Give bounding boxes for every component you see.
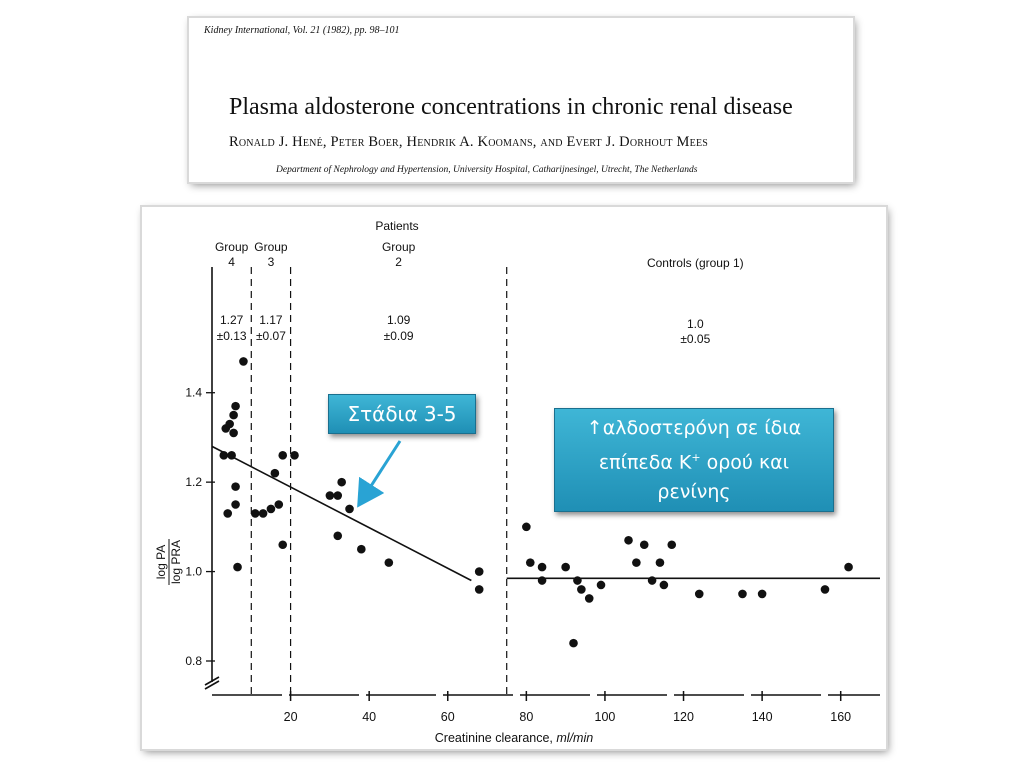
data-point xyxy=(695,590,704,599)
data-point xyxy=(267,505,276,514)
aldosterone-callout-line-2: επίπεδα Κ+ ορού και xyxy=(598,450,790,474)
svg-text:log PRA: log PRA xyxy=(169,539,183,585)
data-point xyxy=(577,585,586,594)
group-sd: ±0.09 xyxy=(383,329,414,343)
data-point xyxy=(223,509,232,518)
data-point xyxy=(227,451,236,460)
data-point xyxy=(229,411,238,420)
data-point xyxy=(333,532,342,541)
data-point xyxy=(239,357,248,366)
data-point xyxy=(667,540,676,549)
data-point xyxy=(385,558,394,567)
patients-label: Patients xyxy=(375,219,419,233)
group-number: 4 xyxy=(228,255,235,269)
data-point xyxy=(585,594,594,603)
x-tick-label: 120 xyxy=(673,710,694,724)
data-point xyxy=(844,563,853,572)
axis-break-mark xyxy=(205,681,219,689)
data-point xyxy=(738,590,747,599)
group-sd: ±0.13 xyxy=(216,329,247,343)
data-point xyxy=(656,558,665,567)
group-name: Controls (group 1) xyxy=(646,256,744,270)
data-point xyxy=(337,478,346,487)
aldosterone-callout-line-1: ↑αλδοστερόνη σε ίδια xyxy=(586,416,802,439)
data-point xyxy=(345,505,354,514)
paper-authors: Ronald J. Hené, Peter Boer, Hendrik A. Koomans, and Evert J. Dorhout Mees xyxy=(229,134,709,150)
aldosterone-callout xyxy=(554,408,834,512)
data-point xyxy=(648,576,657,585)
data-point xyxy=(251,509,260,518)
group-mean: 1.17 xyxy=(259,313,283,327)
data-point xyxy=(538,576,547,585)
data-point xyxy=(640,540,649,549)
group-name: Group xyxy=(254,240,288,254)
data-point xyxy=(632,558,641,567)
paper-title: Plasma aldosterone concentrations in chronic renal disease xyxy=(229,94,793,120)
group-name: Group xyxy=(381,240,416,254)
y-tick-label: 0.8 xyxy=(185,654,202,668)
data-point xyxy=(475,585,484,594)
data-point xyxy=(231,482,240,491)
group-mean: 1.09 xyxy=(386,313,411,327)
data-point xyxy=(229,429,238,438)
data-point xyxy=(538,563,547,572)
x-tick-label: 80 xyxy=(519,710,534,724)
group-mean: 1.0 xyxy=(686,317,704,331)
y-tick-label: 1.2 xyxy=(185,475,202,490)
data-point xyxy=(259,509,268,518)
data-point xyxy=(231,402,240,411)
data-point xyxy=(225,420,234,429)
group-mean: 1.27 xyxy=(219,313,244,327)
data-point xyxy=(233,563,242,572)
journal-citation: Kidney International, Vol. 21 (1982), pp. 98–101 xyxy=(204,25,400,36)
stages-callout: Στάδια 3-5 xyxy=(328,394,476,434)
data-point xyxy=(821,585,830,594)
data-point xyxy=(526,558,535,567)
data-point xyxy=(357,545,366,554)
data-point xyxy=(278,451,287,460)
group-name: Group xyxy=(214,240,249,254)
x-tick-label: 140 xyxy=(751,710,773,724)
y-tick-label: 1.0 xyxy=(185,564,202,579)
group-labels xyxy=(215,240,744,346)
group-sd: ±0.07 xyxy=(255,329,286,343)
y-tick-label: 1.4 xyxy=(185,385,202,400)
paper-header xyxy=(189,18,853,182)
data-point xyxy=(278,540,287,549)
data-point xyxy=(219,451,228,460)
x-tick-label: 40 xyxy=(362,710,377,724)
paper-affiliation: Department of Nephrology and Hypertension, University Hospital, Catharijnesingel, Utrecht, The Netherlands xyxy=(276,165,698,175)
x-tick-label: 100 xyxy=(594,710,616,724)
data-point xyxy=(758,590,767,599)
data-point xyxy=(569,639,578,648)
data-point xyxy=(271,469,280,478)
data-point xyxy=(275,500,284,509)
data-point xyxy=(573,576,582,585)
data-point xyxy=(326,491,335,500)
x-tick-label: 60 xyxy=(440,710,455,724)
group-sd: ±0.05 xyxy=(680,332,711,346)
data-point xyxy=(561,563,570,572)
group-number: 3 xyxy=(267,255,275,269)
x-axis-label: Creatinine clearance, ml/min xyxy=(434,731,594,745)
data-point xyxy=(290,451,299,460)
svg-text:log PA: log PA xyxy=(154,544,168,580)
data-point xyxy=(660,581,669,590)
group-number: 2 xyxy=(395,255,402,269)
data-point xyxy=(624,536,633,545)
x-tick-label: 20 xyxy=(283,710,298,724)
data-point xyxy=(231,500,240,509)
y-axis-label xyxy=(154,539,183,585)
data-point xyxy=(475,567,484,576)
data-point xyxy=(597,581,606,590)
x-tick-label: 160 xyxy=(830,710,852,724)
data-point xyxy=(522,523,531,532)
group-boundaries xyxy=(251,267,506,697)
data-point xyxy=(333,491,342,500)
aldosterone-callout-line-3: ρενίνης xyxy=(657,481,731,504)
